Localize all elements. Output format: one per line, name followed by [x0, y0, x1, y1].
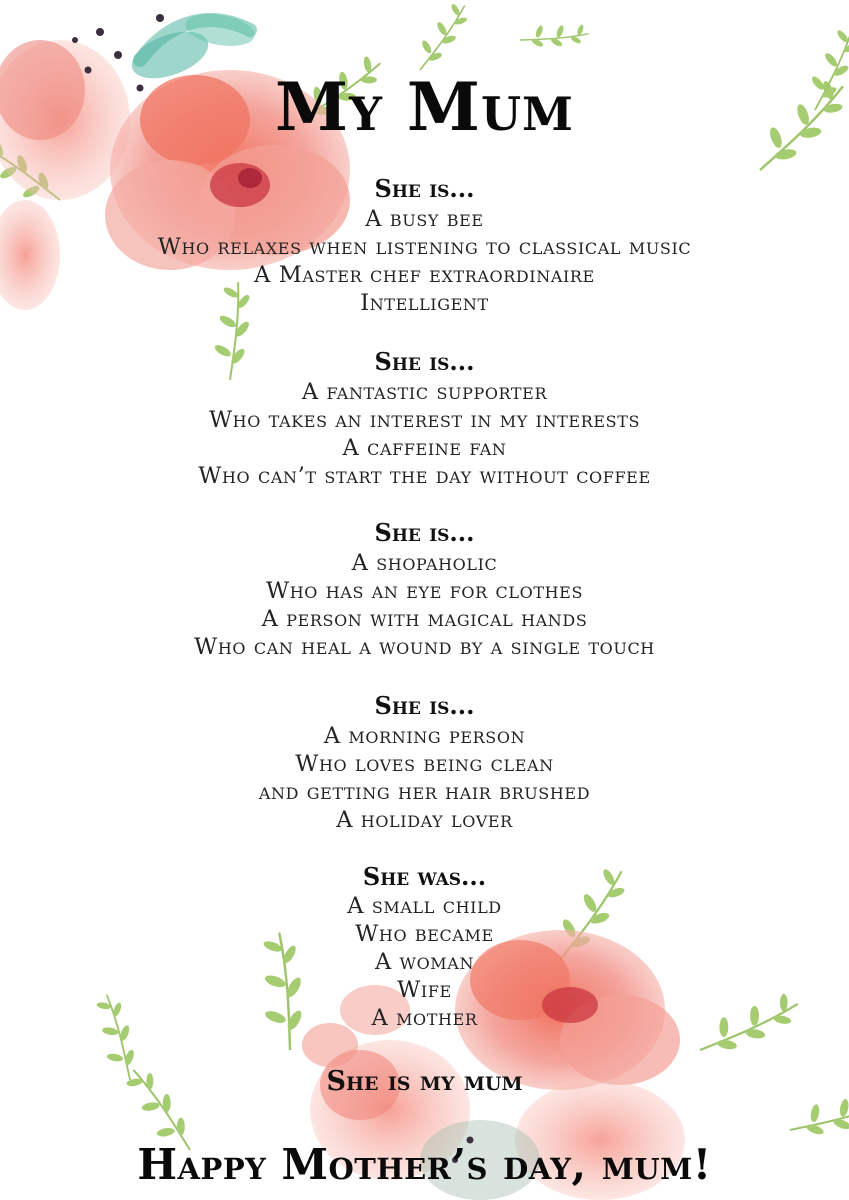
poem-title: My Mum — [275, 68, 574, 146]
stanza-2-line-2: Who takes an interest in my interests — [208, 407, 641, 433]
stanza-2-line-4: Who can’t start the day without coffee — [198, 463, 651, 489]
stanza-5-line-3: A woman — [374, 949, 475, 975]
stanza-4-line-3: and getting her hair brushed — [258, 779, 591, 805]
stanza-5-line-2: Who became — [355, 921, 494, 947]
stanza-1-heading: She is... — [374, 174, 475, 203]
stanza-2-line-3: A caffeine fan — [342, 435, 507, 461]
stanza-2-line-1: A fantastic supporter — [301, 379, 548, 405]
stanza-3-line-2: Who has an eye for clothes — [265, 578, 584, 604]
stanza-5-heading: She was... — [362, 862, 487, 891]
stanza-3-line-3: A person with magical hands — [261, 606, 588, 632]
stanza-2-heading: She is... — [374, 347, 475, 376]
stanza-4-line-2: Who loves being clean — [295, 751, 554, 777]
stanza-4-line-4: A holiday lover — [336, 807, 513, 833]
stanza-4-heading: She is... — [374, 691, 475, 720]
stanza-5-line-1: A small child — [347, 893, 502, 919]
stanza-3-line-1: A shopaholic — [351, 550, 498, 576]
stanza-1-line-1: A busy bee — [365, 206, 484, 232]
stanza-3-line-4: Who can heal a wound by a single touch — [194, 634, 655, 660]
closing-line: She is my mum — [326, 1066, 523, 1097]
stanza-5-line-5: A mother — [371, 1005, 478, 1031]
stanza-5-line-4: Wife — [397, 977, 452, 1003]
stanza-1-line-2: Who relaxes when listening to classical music — [157, 234, 692, 260]
stanza-1-line-3: A Master chef extraordinaire — [254, 262, 595, 288]
stanza-4-line-1: A morning person — [323, 723, 526, 749]
final-greeting: Happy Mother’s day, mum! — [137, 1140, 712, 1189]
stanza-3-heading: She is... — [374, 518, 475, 547]
stanza-1-line-4: Intelligent — [360, 290, 489, 316]
